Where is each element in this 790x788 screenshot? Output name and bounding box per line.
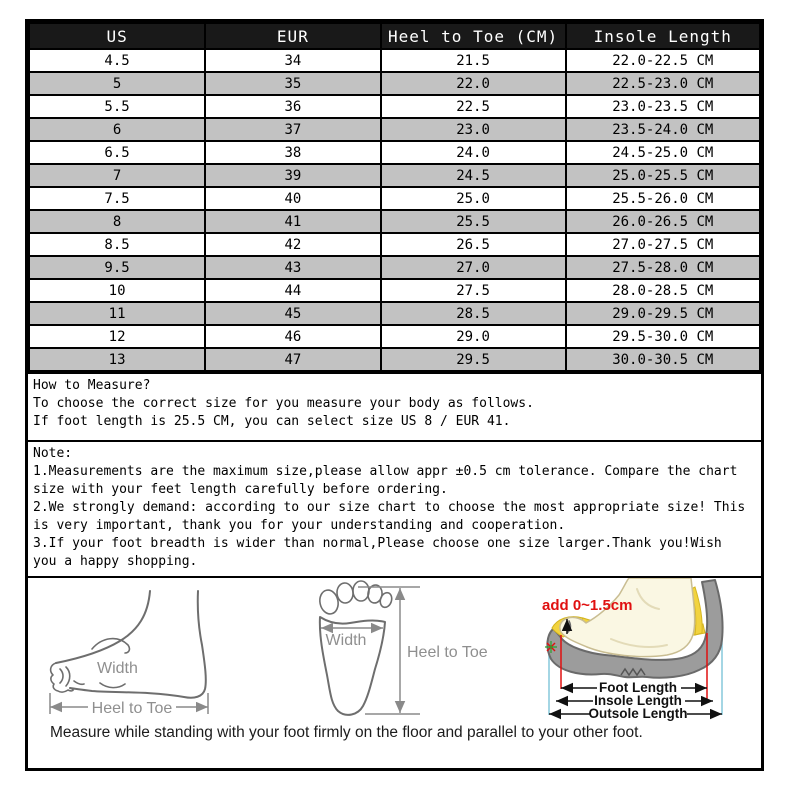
table-cell: 5 xyxy=(29,72,205,95)
table-row xyxy=(29,49,760,72)
table-cell: 23.5-24.0 CM xyxy=(566,118,760,141)
table-cell: 23.0 xyxy=(381,118,566,141)
table-cell: 25.0 xyxy=(381,187,566,210)
note-title: Note: xyxy=(33,446,73,461)
table-cell: 21.5 xyxy=(381,49,566,72)
table-row xyxy=(29,256,760,279)
measure-caption: Measure while standing with your foot firmly on the floor and parallel to your other foot. xyxy=(50,724,643,741)
size-table-body xyxy=(29,49,760,371)
table-row xyxy=(29,72,760,95)
how-to-measure-line: To choose the correct size for you measure your body as follows. xyxy=(33,396,534,411)
sole-length-label: Heel to Toe xyxy=(407,644,488,661)
table-cell: 44 xyxy=(205,279,380,302)
side-foot-width-label: Width xyxy=(97,660,138,677)
table-row xyxy=(29,118,760,141)
note-section xyxy=(28,440,761,576)
table-header-cell: Insole Length xyxy=(566,23,760,49)
table-cell: 27.5-28.0 CM xyxy=(566,256,760,279)
table-cell: 27.0 xyxy=(381,256,566,279)
table-cell: 43 xyxy=(205,256,380,279)
foot-length-label: Foot Length xyxy=(599,680,677,695)
size-table-header-row xyxy=(29,23,760,49)
table-cell: 8.5 xyxy=(29,233,205,256)
table-cell: 25.0-25.5 CM xyxy=(566,164,760,187)
table-row xyxy=(29,279,760,302)
table-cell: 22.0 xyxy=(381,72,566,95)
table-cell: 22.5-23.0 CM xyxy=(566,72,760,95)
table-cell: 26.5 xyxy=(381,233,566,256)
table-row xyxy=(29,348,760,371)
table-row xyxy=(29,164,760,187)
sole-toe xyxy=(378,591,393,609)
side-foot-length-label: Heel to Toe xyxy=(91,700,173,717)
shoe-diagram xyxy=(542,578,723,721)
table-cell: 29.5 xyxy=(381,348,566,371)
table-cell: 27.0-27.5 CM xyxy=(566,233,760,256)
table-cell: 8 xyxy=(29,210,205,233)
table-cell: 29.0-29.5 CM xyxy=(566,302,760,325)
table-cell: 39 xyxy=(205,164,380,187)
how-to-measure-title: How to Measure? xyxy=(33,378,151,393)
table-cell: 24.0 xyxy=(381,141,566,164)
table-cell: 7 xyxy=(29,164,205,187)
table-cell: 10 xyxy=(29,279,205,302)
table-cell: 22.5 xyxy=(381,95,566,118)
table-cell: 6.5 xyxy=(29,141,205,164)
table-header-cell: EUR xyxy=(205,23,380,49)
table-cell: 30.0-30.5 CM xyxy=(566,348,760,371)
table-cell: 4.5 xyxy=(29,49,205,72)
table-cell: 5.5 xyxy=(29,95,205,118)
table-cell: 6 xyxy=(29,118,205,141)
note-item: 1.Measurements are the maximum size,please allow appr ±0.5 cm tolerance. Compare the chart size with your feet length carefully before ordering. xyxy=(33,464,738,497)
table-row xyxy=(29,325,760,348)
note-item: 3.If your foot breadth is wider than normal,Please choose one size larger.Thank you!Wish you a happy shopping. xyxy=(33,536,722,569)
table-cell: 11 xyxy=(29,302,205,325)
table-cell: 25.5 xyxy=(381,210,566,233)
table-cell: 29.5-30.0 CM xyxy=(566,325,760,348)
side-foot-instep-outline xyxy=(56,591,150,663)
table-cell: 38 xyxy=(205,141,380,164)
table-row xyxy=(29,233,760,256)
table-cell: 9.5 xyxy=(29,256,205,279)
sole-toe xyxy=(353,581,369,601)
table-row xyxy=(29,302,760,325)
table-cell: 22.0-22.5 CM xyxy=(566,49,760,72)
table-cell: 41 xyxy=(205,210,380,233)
how-to-measure-section xyxy=(28,372,761,440)
table-row xyxy=(29,187,760,210)
table-cell: 26.0-26.5 CM xyxy=(566,210,760,233)
side-foot-outline xyxy=(70,591,206,698)
table-cell: 7.5 xyxy=(29,187,205,210)
table-cell: 35 xyxy=(205,72,380,95)
table-cell: 47 xyxy=(205,348,380,371)
table-cell: 46 xyxy=(205,325,380,348)
table-cell: 28.5 xyxy=(381,302,566,325)
table-cell: 13 xyxy=(29,348,205,371)
sole-diagram xyxy=(318,581,488,715)
table-cell: 12 xyxy=(29,325,205,348)
table-cell: 34 xyxy=(205,49,380,72)
table-cell: 40 xyxy=(205,187,380,210)
table-cell: 25.5-26.0 CM xyxy=(566,187,760,210)
table-cell: 36 xyxy=(205,95,380,118)
measure-diagram-section xyxy=(28,576,761,775)
table-cell: 42 xyxy=(205,233,380,256)
table-cell: 24.5-25.0 CM xyxy=(566,141,760,164)
table-row xyxy=(29,210,760,233)
side-foot-diagram xyxy=(50,591,208,717)
insole-length-label: Insole Length xyxy=(594,693,682,708)
sole-toe xyxy=(336,582,354,603)
note-item: 2.We strongly demand: according to our size chart to choose the most appropriate size! This is very important, thank you for your understanding and cooperation. xyxy=(33,500,746,533)
table-cell: 37 xyxy=(205,118,380,141)
outsole-length-label: Outsole Length xyxy=(588,706,688,721)
table-cell: 29.0 xyxy=(381,325,566,348)
table-cell: 27.5 xyxy=(381,279,566,302)
size-chart-panel xyxy=(25,19,764,771)
table-cell: 28.0-28.5 CM xyxy=(566,279,760,302)
sole-width-label: Width xyxy=(325,632,367,649)
size-table xyxy=(28,22,761,372)
add-allowance-label: add 0~1.5cm xyxy=(542,597,633,614)
table-row xyxy=(29,95,760,118)
table-cell: 45 xyxy=(205,302,380,325)
side-foot-toe-lines xyxy=(60,667,84,686)
measure-diagrams-illustration xyxy=(28,578,761,736)
table-header-cell: US xyxy=(29,23,205,49)
table-cell: 23.0-23.5 CM xyxy=(566,95,760,118)
table-cell: 24.5 xyxy=(381,164,566,187)
how-to-measure-line: If foot length is 25.5 CM, you can select size US 8 / EUR 41. xyxy=(33,414,511,429)
table-row xyxy=(29,141,760,164)
table-header-cell: Heel to Toe (CM) xyxy=(381,23,566,49)
